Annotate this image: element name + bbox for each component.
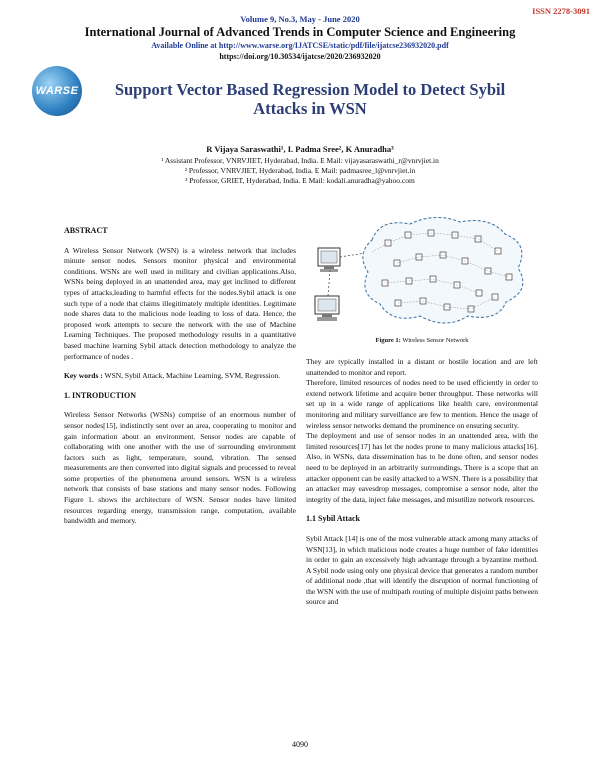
- keywords-label: Key words :: [64, 371, 103, 381]
- right-paragraph-1: They are typically installed in a distant or hostile location and are left unattended to monitor and report.: [306, 357, 538, 377]
- affiliation-1: ¹ Assistant Professor, VNRVJIET, Hyderabad, India. E Mail: vijayasaraswathi_r@vnrvjiet.in: [161, 156, 439, 165]
- doi-link[interactable]: https://doi.org/10.30534/ijatcse/2020/236932020: [219, 52, 381, 61]
- figure-label: Figure 1:: [375, 337, 401, 344]
- journal-name: International Journal of Advanced Trends in Computer Science and Engineering: [84, 25, 516, 39]
- figure-caption-text: Wireless Sensor Network: [402, 337, 469, 344]
- journal-header: [0, 14, 600, 62]
- paper-title: Support Vector Based Regression Model to Detect Sybil Attacks in WSN: [114, 80, 506, 118]
- logo-text: WARSE: [35, 85, 79, 97]
- user-computer-icon: [315, 296, 339, 321]
- page-number: 4090: [292, 740, 308, 749]
- sensor-field-cloud: [363, 217, 523, 323]
- warse-logo: [32, 66, 82, 116]
- issn: ISSN 2278-3091: [532, 6, 590, 16]
- right-paragraph-2: Therefore, limited resources of nodes need to be used efficiently in order to extend network lifetime and acquire better throughput. These networks will set up in a wide range of applications like health care, environmental monitoring and military surveillance are few to mention. Hence the usage of wireless sensor networks demand the prominence on ensuring security.: [306, 378, 538, 430]
- abstract-text: A Wireless Sensor Network (WSN) is a wireless network that includes minute sensor nodes. Sensors monitor physical and environmental conditions. WSNs are well used in military and civilian applications.Also, WSNs being deployed in an unattended area, may get inclined to different types of attacks,leading to harmful effects for the nodes.Sybil attack is one such type of a node that claims illegitimately multiple identities. Legitimate node shares data to the malicious node leading to loss of data. Hence, the proposed work attempts to secure the network with the use of Machine Learning Techniques. The proposed methodology results in a quantitative based machine learning Sybil attack detection methodology to analyze the performance of nodes .: [64, 245, 296, 361]
- keywords-text: WSN, Sybil Attack, Machine Learning, SVM, Regression.: [104, 371, 281, 381]
- sybil-text: Sybil Attack [14] is one of the most vulnerable attack among many attacks of WSN[13], in which malicious node creates a huge number of fake identities in order to gain an excessively high advantage through a byzantine method. A Sybil node using only one physical device that generates a random number of additional node ,that will identify the disruption of normal functioning of the WSN with the use of multipath routing of multiple disjoint paths between source and: [306, 533, 538, 607]
- affiliation-2: ² Professor, VNRVJIET, Hyderabad, India. E Mail: padmasree_l@vnrvjiet.in: [184, 166, 416, 175]
- right-column: [306, 357, 538, 617]
- abstract-heading: ABSTRACT: [64, 226, 108, 235]
- base-station-icon: [318, 248, 340, 272]
- intro-heading: 1. INTRODUCTION: [64, 390, 137, 400]
- online-link[interactable]: Available Online at http://www.warse.org/IJATCSE/static/pdf/file/ijatcse236932020.pdf: [151, 41, 449, 50]
- intro-text: Wireless Sensor Networks (WSNs) comprise of an enormous number of sensor nodes[15], indistinctly sent over an area, cooperating to monitor and gain information about an environment. Sensor nodes are capable of collaborating with one another with the use of surrounding environment factors such as light, temperature, sound, vibration. The sensed measurements are then converted into digital signals and processed to reveal some properties of the phenomena around sensors. WSN is a wireless network that consists of base stations and many sensor nodes. Following Figure 1. shows the architecture of WSN. Sensor nodes have limited resources regarding energy, transmission range, computation, available bandwidth and memory.: [64, 410, 296, 526]
- internet-link: [328, 270, 330, 296]
- sybil-heading: 1.1 Sybil Attack: [306, 514, 361, 524]
- right-paragraph-3: The deployment and use of sensor nodes in an unattended area, with the limited resources[17] has let the nodes prone to many malicious attacks[16]. Also, in WSNs, data dissemination has to be done often, and sensor nodes need to be deployed in an arbitrarily surroundings, There is a scope that an attacker opponent can be easily attacked to a WSN. There is a possibility that an attacker may eavesdrop messages, compromise a sensor node, alter the integrity of the data, inject fake messages, and misutilize network resources.: [306, 431, 538, 504]
- authors: R Vijaya Saraswathi¹, I. Padma Sree², K Anuradha³: [206, 144, 394, 154]
- affiliations: [0, 156, 600, 186]
- affiliation-3: ³ Professor, GRIET, Hyderabad, India. E Mail: kodali.anuradha@yahoo.com: [185, 176, 415, 185]
- wsn-figure: [310, 210, 535, 338]
- keywords: [64, 371, 296, 382]
- figure-caption: [306, 337, 538, 344]
- volume-info: Volume 9, No.3, May - June 2020: [240, 14, 360, 24]
- left-column: [64, 226, 296, 536]
